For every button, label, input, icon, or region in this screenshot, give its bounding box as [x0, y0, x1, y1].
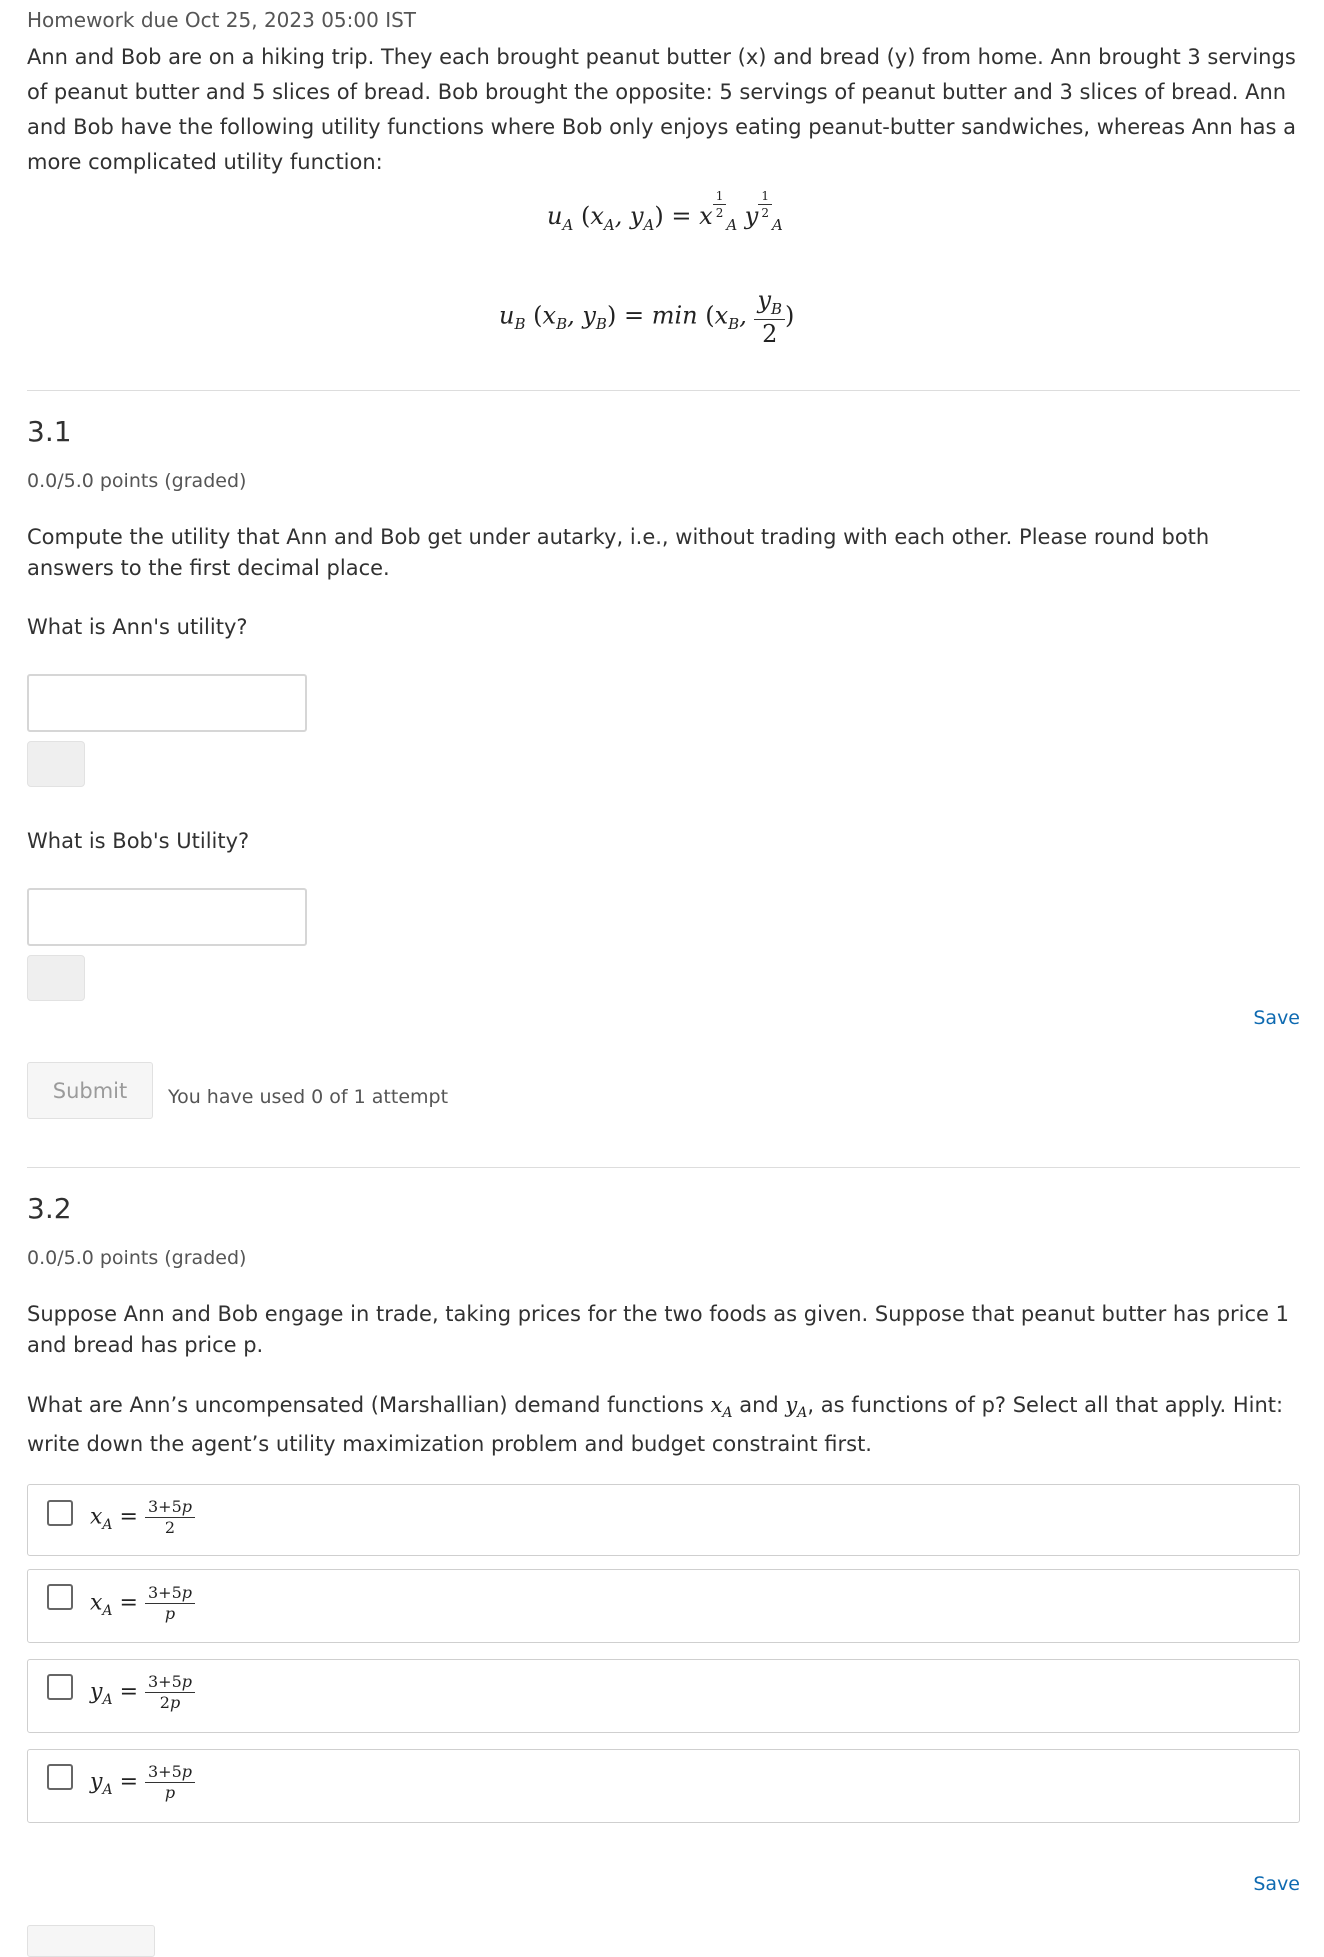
choice-formula: $x_A$ = $\frac{3+5p}{p}$ [90, 1585, 195, 1622]
problem-intro: Ann and Bob are on a hiking trip. They each brought peanut butter (x) and bread (y) from home. Ann brought 3 servings of peanut butter and 5 slices of bread. Bob brought the opposite: 5 servings of peanut butter and 3 slices of bread. Ann and Bob have the following utility functions where Bob only enjoys eating peanut-butter sandwiches, whereas Ann has a more complicated utility function: [27, 45, 1297, 174]
answer-status-indicator [27, 955, 85, 1001]
demand-question [27, 1390, 1300, 1460]
submit-button[interactable]: Submit [27, 1062, 153, 1119]
bob-utility-equation: $u_B$ ($x_B$, $y_B) = \min (x_B$, $\frac{y_B}{2}$ ) [499, 286, 795, 348]
section-prompt: Suppose Ann and Bob engage in trade, taking prices for the two foods as given. Suppose that peanut butter has price 1 and bread has price p. [27, 1302, 1289, 1357]
checkbox[interactable] [47, 1674, 73, 1700]
question-text: What are Ann’s uncompensated (Marshallian) demand functions [27, 1393, 704, 1417]
section-divider [27, 390, 1300, 391]
question-text: , as functions of p? Select all that apply. Hint: write down the agent’s utility maximization problem and budget constraint first. [27, 1393, 1284, 1457]
choice-option-3[interactable] [27, 1659, 1300, 1733]
y-a-symbol: $y_A$ [785, 1393, 808, 1422]
checkbox[interactable] [47, 1500, 73, 1526]
section-points: 0.0/5.0 points (graded) [27, 1247, 247, 1269]
question-text: and [739, 1393, 779, 1417]
ann-utility-input[interactable] [27, 674, 307, 732]
save-button[interactable]: Save [1253, 1007, 1300, 1029]
choice-formula: $x_A$ = $\frac{3+5p}{2}$ [90, 1499, 195, 1536]
section-title-3-1: 3.1 [27, 415, 72, 448]
section-divider [27, 1167, 1300, 1168]
choice-option-2[interactable] [27, 1569, 1300, 1643]
choice-formula: $y_A$ = $\frac{3+5p}{p}$ [90, 1764, 195, 1801]
x-a-symbol: $x_A$ [710, 1393, 733, 1422]
choice-option-4[interactable] [27, 1749, 1300, 1823]
checkbox[interactable] [47, 1764, 73, 1790]
answer-status-indicator [27, 741, 85, 787]
choice-formula: $y_A$ = $\frac{3+5p}{2p}$ [90, 1674, 195, 1711]
due-date: Homework due Oct 25, 2023 05:00 IST [27, 8, 417, 32]
choice-option-1[interactable] [27, 1484, 1300, 1556]
attempts-counter: You have used 0 of 1 attempt [168, 1086, 449, 1108]
section-prompt: Compute the utility that Ann and Bob get under autarky, i.e., without trading with each other. Please round both answers to the first decimal place. [27, 525, 1210, 580]
section-title-3-2: 3.2 [27, 1192, 72, 1225]
bob-utility-input[interactable] [27, 888, 307, 946]
save-button[interactable]: Save [1253, 1873, 1300, 1895]
checkbox[interactable] [47, 1584, 73, 1610]
submit-button-partial[interactable] [27, 1925, 155, 1957]
question-ann-utility: What is Ann's utility? [27, 615, 248, 639]
question-bob-utility: What is Bob's Utility? [27, 829, 250, 853]
section-points: 0.0/5.0 points (graded) [27, 470, 247, 492]
ann-utility-equation: $u_A$ ($x_A$, $y_A) = x$ $\frac{1}{2}$ $_A$ y $\frac{1}{2}$ $_A$ [547, 189, 783, 234]
